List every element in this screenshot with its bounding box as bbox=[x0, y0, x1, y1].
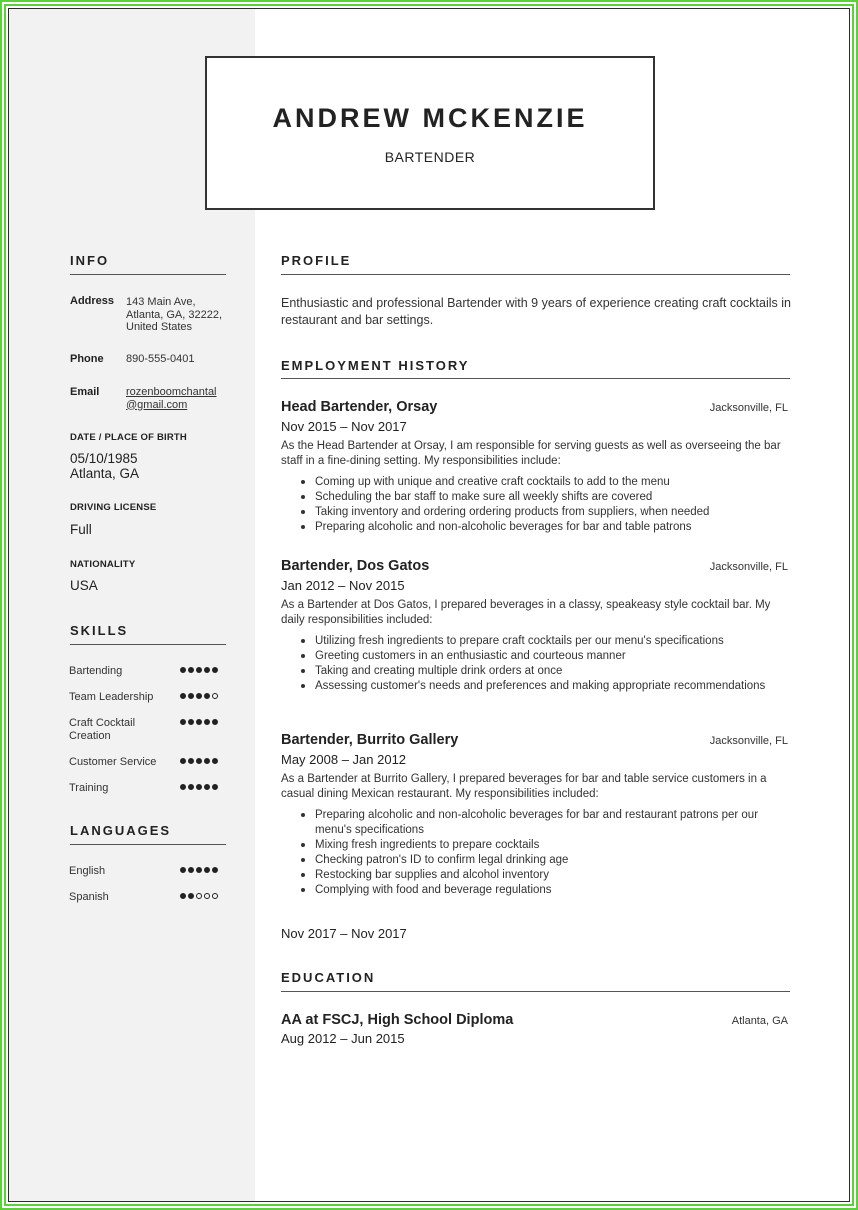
email-link[interactable] bbox=[126, 386, 217, 411]
rating-dot-filled bbox=[188, 693, 194, 699]
license-value: Full bbox=[70, 522, 92, 537]
license-label: DRIVING LICENSE bbox=[70, 502, 157, 513]
dob-label: DATE / PLACE OF BIRTH bbox=[70, 432, 187, 443]
responsibility-item: Scheduling the bar staff to make sure all weekly shifts are covered bbox=[315, 490, 795, 505]
rating-dot-filled bbox=[196, 667, 202, 673]
job-dates: May 2008 – Jan 2012 bbox=[281, 752, 407, 767]
rating-dot-filled bbox=[204, 784, 210, 790]
rating-dot-filled bbox=[180, 719, 186, 725]
job-responsibilities bbox=[315, 808, 795, 898]
skill-name: Customer Service bbox=[69, 756, 157, 768]
address-label: Address bbox=[70, 295, 115, 307]
education-divider bbox=[281, 991, 790, 992]
address-line: Atlanta, GA, 32222, bbox=[126, 308, 223, 321]
email-line: @gmail.com bbox=[126, 398, 188, 411]
rating-dot-filled bbox=[188, 719, 194, 725]
birth-date: 05/10/1985 bbox=[70, 451, 138, 466]
profile-divider bbox=[281, 274, 790, 275]
skills-divider bbox=[70, 644, 226, 645]
rating-dot-filled bbox=[188, 758, 194, 764]
responsibility-item: Complying with food and beverage regulations bbox=[315, 883, 795, 898]
skill-rating bbox=[180, 758, 218, 764]
job-title: Bartender, Burrito Gallery bbox=[281, 732, 459, 748]
language-rating bbox=[180, 867, 218, 873]
responsibility-item: Preparing alcoholic and non-alcoholic beverages for bar and table patrons bbox=[315, 520, 795, 535]
skill-rating bbox=[180, 719, 218, 725]
employment-divider bbox=[281, 378, 790, 379]
education-title: AA at FSCJ, High School Diploma bbox=[281, 1012, 514, 1028]
info-divider bbox=[70, 274, 226, 275]
skill-name: Bartending bbox=[69, 665, 123, 677]
rating-dot-filled bbox=[196, 784, 202, 790]
job-description: As a Bartender at Dos Gatos, I prepared beverages in a classy, speakeasy style cocktail bar. My daily responsibilities included: bbox=[281, 599, 771, 626]
languages-divider bbox=[70, 844, 226, 845]
responsibility-item: Taking and creating multiple drink orders at once bbox=[315, 664, 795, 679]
rating-dot-filled bbox=[212, 719, 218, 725]
address-line: United States bbox=[126, 321, 193, 333]
education-location: Atlanta, GA bbox=[731, 1015, 788, 1027]
rating-dot-filled bbox=[180, 784, 186, 790]
rating-dot-filled bbox=[212, 667, 218, 673]
rating-dot-filled bbox=[212, 784, 218, 790]
job-dates: Nov 2015 – Nov 2017 bbox=[281, 419, 407, 434]
address-line: 143 Main Ave, bbox=[126, 296, 196, 308]
rating-dot-filled bbox=[188, 893, 194, 899]
responsibility-item: Coming up with unique and creative craft cocktails to add to the menu bbox=[315, 475, 795, 490]
candidate-title: BARTENDER bbox=[384, 149, 476, 165]
rating-dot-filled bbox=[188, 784, 194, 790]
rating-dot-filled bbox=[204, 719, 210, 725]
address-value bbox=[126, 296, 222, 334]
rating-dot-filled bbox=[196, 867, 202, 873]
nationality-value: USA bbox=[70, 578, 98, 593]
job-location: Jacksonville, FL bbox=[709, 402, 788, 414]
rating-dot-filled bbox=[212, 758, 218, 764]
name-box bbox=[205, 56, 655, 210]
birth-place: Atlanta, GA bbox=[70, 466, 140, 481]
languages-heading: LANGUAGES bbox=[70, 823, 172, 838]
job-description: As a Bartender at Burrito Gallery, I prepared beverages for bar and table service customers in a casual dining Mexican restaurant. My responsibilities included: bbox=[281, 773, 767, 800]
rating-dot-filled bbox=[204, 758, 210, 764]
job-responsibilities bbox=[315, 475, 795, 535]
employment-heading: EMPLOYMENT HISTORY bbox=[281, 358, 470, 373]
job-description: As the Head Bartender at Orsay, I am responsible for serving guests as well as overseeing the bar staff in a fine-dining setting. My responsibilities include: bbox=[281, 440, 781, 467]
skill-name: Training bbox=[69, 782, 109, 794]
responsibility-item: Greeting customers in an enthusiastic and courteous manner bbox=[315, 649, 795, 664]
skill-rating bbox=[180, 784, 218, 790]
rating-dot-filled bbox=[180, 758, 186, 764]
job-dates: Jan 2012 – Nov 2015 bbox=[281, 578, 405, 593]
rating-dot-empty bbox=[196, 893, 202, 899]
rating-dot-filled bbox=[188, 867, 194, 873]
phone-value: 890-555-0401 bbox=[126, 353, 195, 365]
candidate-name: ANDREW MCKENZIE bbox=[272, 103, 588, 133]
skill-rating bbox=[180, 667, 218, 673]
language-rating bbox=[180, 893, 218, 899]
responsibility-item: Restocking bar supplies and alcohol inventory bbox=[315, 868, 795, 883]
responsibility-item: Checking patron's ID to confirm legal drinking age bbox=[315, 853, 795, 868]
phone-label: Phone bbox=[70, 353, 104, 365]
rating-dot-filled bbox=[180, 667, 186, 673]
rating-dot-filled bbox=[196, 719, 202, 725]
profile-summary: Enthusiastic and professional Bartender with 9 years of experience creating craft cocktails in restaurant and bar settings. bbox=[281, 296, 791, 327]
nationality-label: NATIONALITY bbox=[70, 559, 136, 570]
rating-dot-filled bbox=[180, 893, 186, 899]
extra-dates: Nov 2017 – Nov 2017 bbox=[281, 926, 407, 941]
email-line: rozenboomchantal bbox=[126, 386, 217, 398]
responsibility-item: Taking inventory and ordering ordering products from suppliers, when needed bbox=[315, 505, 795, 520]
responsibility-item: Mixing fresh ingredients to prepare cocktails bbox=[315, 838, 795, 853]
profile-heading: PROFILE bbox=[281, 253, 352, 268]
job-title: Bartender, Dos Gatos bbox=[281, 558, 430, 574]
rating-dot-filled bbox=[188, 667, 194, 673]
rating-dot-empty bbox=[204, 893, 210, 899]
rating-dot-empty bbox=[212, 893, 218, 899]
rating-dot-empty bbox=[212, 693, 218, 699]
email-label: Email bbox=[70, 386, 100, 398]
rating-dot-filled bbox=[196, 693, 202, 699]
language-name: Spanish bbox=[69, 891, 109, 903]
responsibility-item: Utilizing fresh ingredients to prepare craft cocktails per our menu's specifications bbox=[315, 634, 795, 649]
job-responsibilities bbox=[315, 634, 795, 694]
job-title: Head Bartender, Orsay bbox=[281, 399, 438, 415]
job-location: Jacksonville, FL bbox=[709, 561, 788, 573]
skill-name: Team Leadership bbox=[69, 691, 154, 703]
responsibility-item: Preparing alcoholic and non-alcoholic beverages for bar and restaurant patrons per our menu's specifications bbox=[315, 808, 795, 838]
language-name: English bbox=[69, 865, 106, 877]
info-heading: INFO bbox=[70, 253, 110, 268]
resume-page bbox=[8, 8, 850, 1202]
rating-dot-filled bbox=[212, 867, 218, 873]
skill-rating bbox=[180, 693, 218, 699]
education-dates: Aug 2012 – Jun 2015 bbox=[281, 1031, 405, 1046]
rating-dot-filled bbox=[204, 867, 210, 873]
job-location: Jacksonville, FL bbox=[709, 735, 788, 747]
rating-dot-filled bbox=[180, 867, 186, 873]
responsibility-item: Assessing customer's needs and preferences and making appropriate recommendations bbox=[315, 679, 795, 694]
dob-value bbox=[70, 451, 139, 481]
rating-dot-filled bbox=[196, 758, 202, 764]
skills-heading: SKILLS bbox=[70, 623, 129, 638]
education-heading: EDUCATION bbox=[281, 970, 376, 985]
rating-dot-filled bbox=[204, 693, 210, 699]
rating-dot-filled bbox=[180, 693, 186, 699]
skill-name: Craft Cocktail Creation bbox=[69, 717, 136, 742]
rating-dot-filled bbox=[204, 667, 210, 673]
